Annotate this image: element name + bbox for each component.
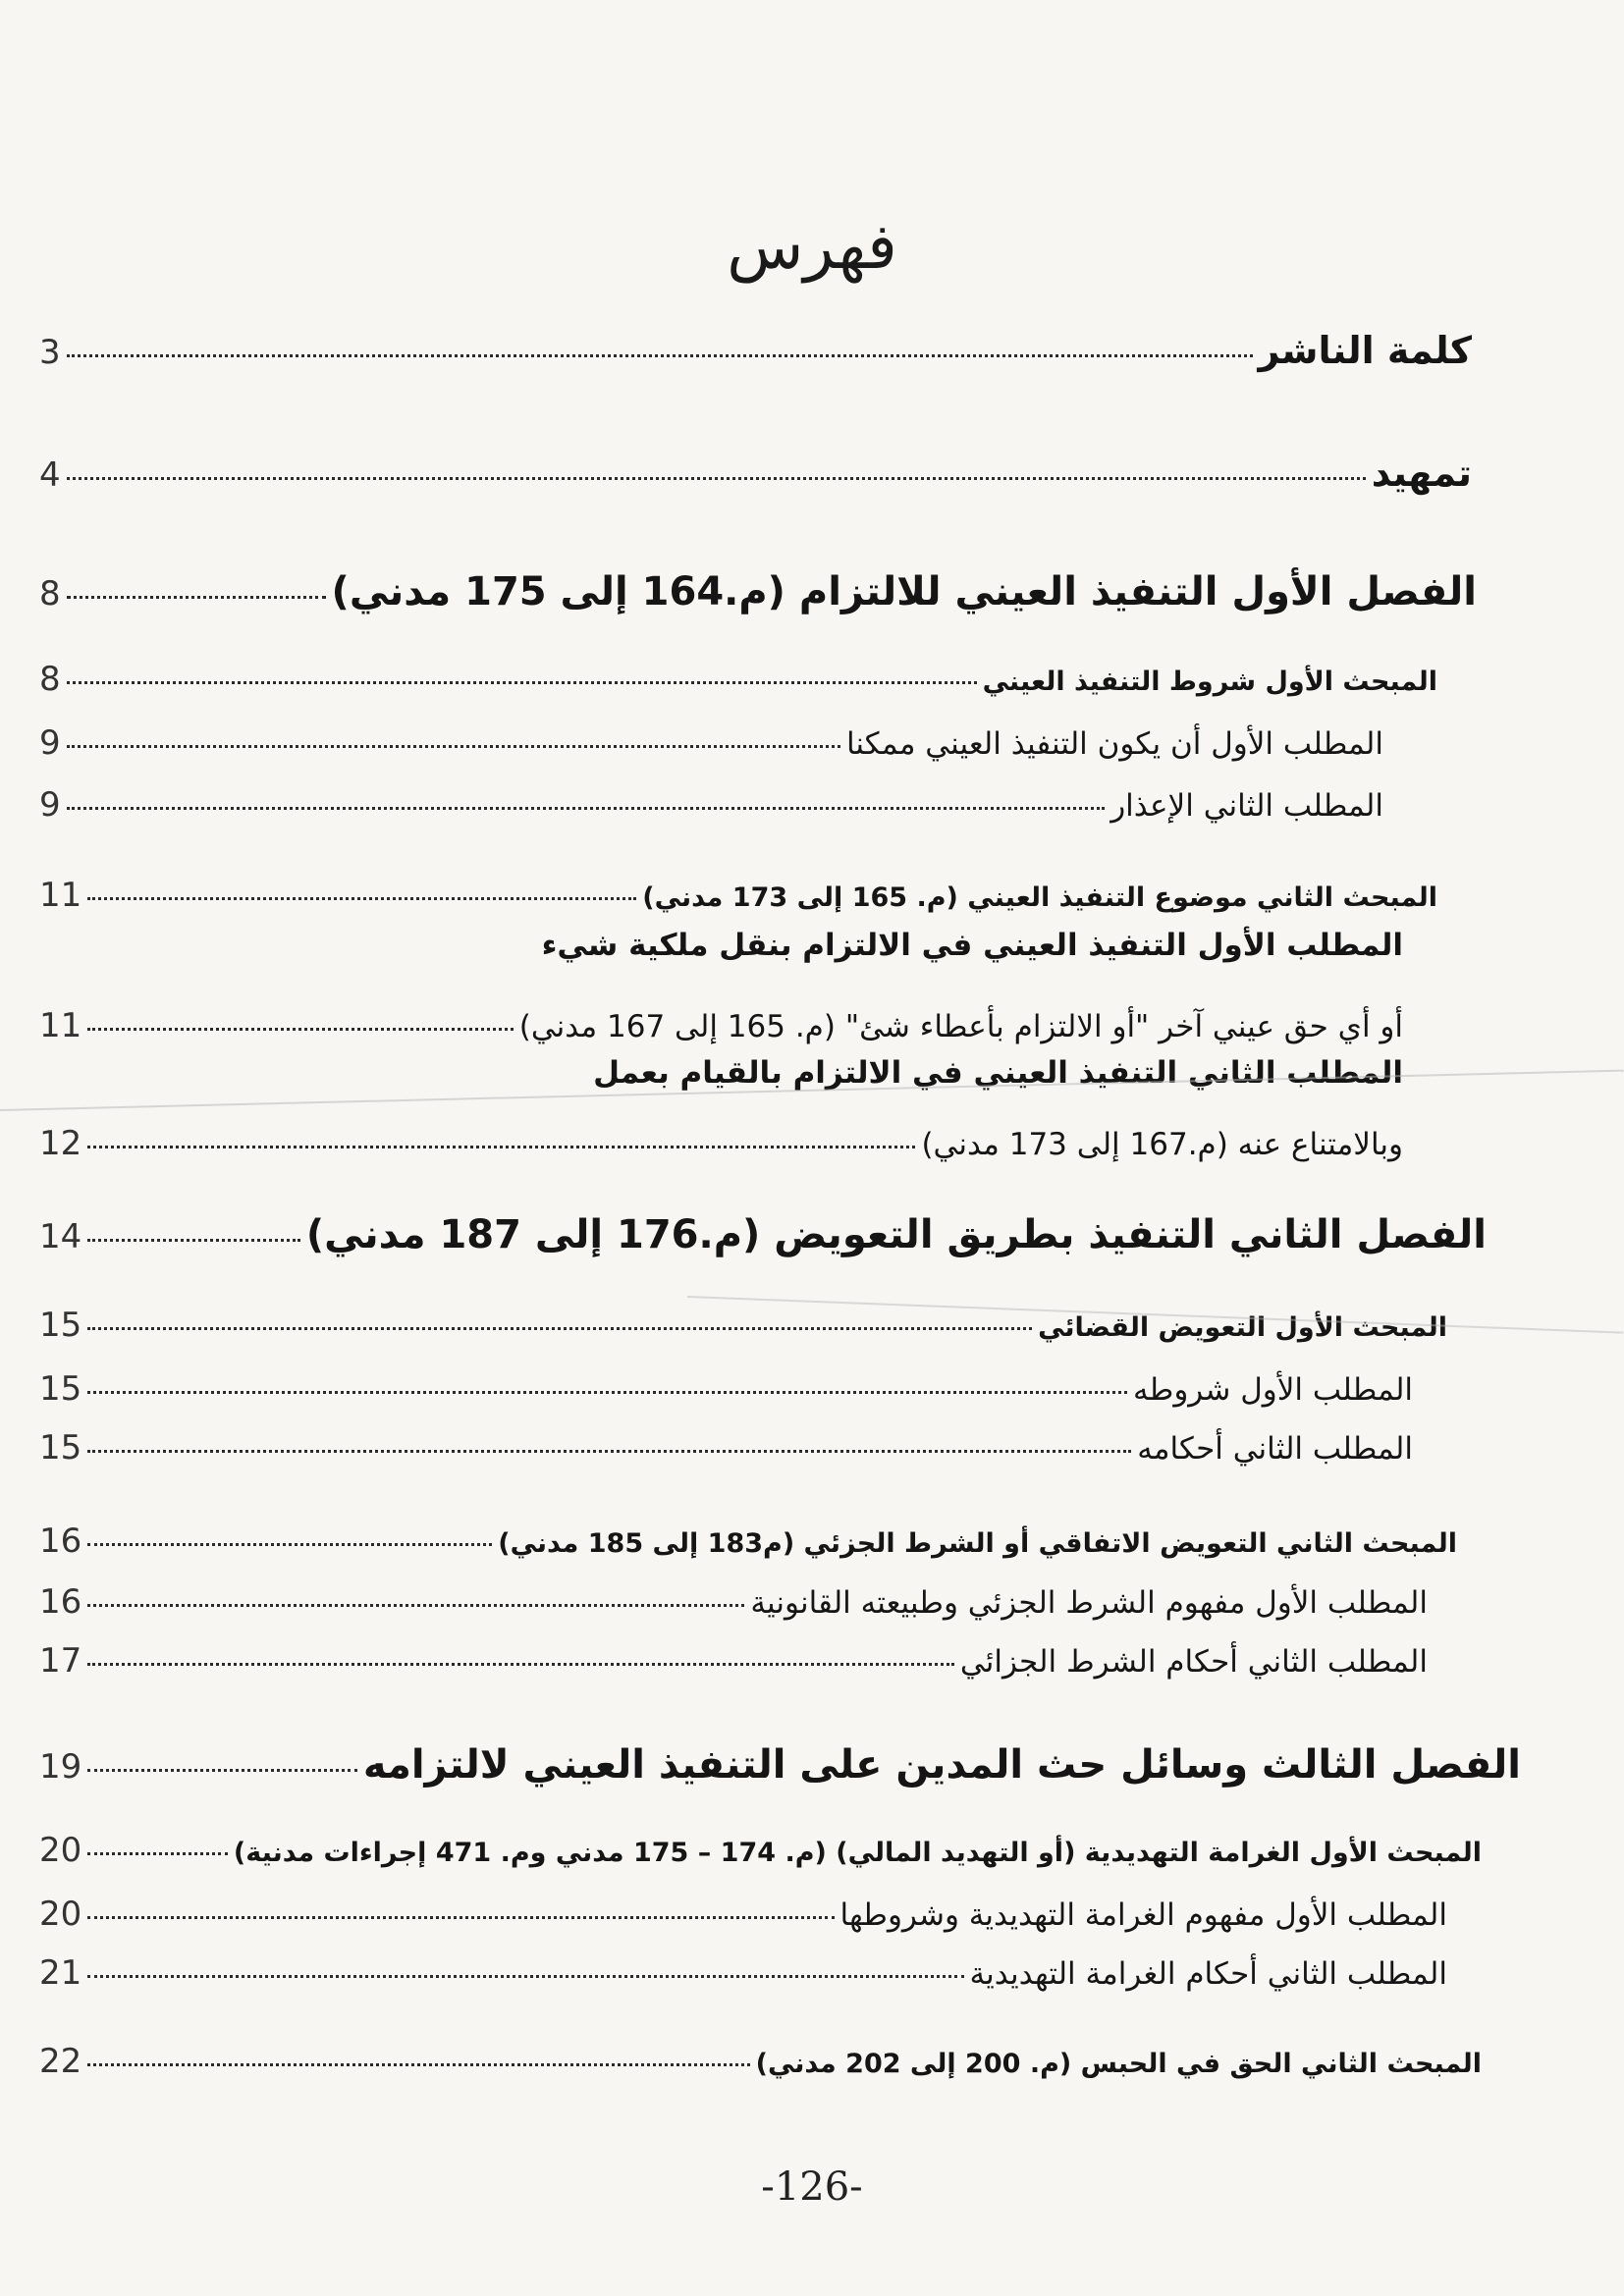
toc-subsection[interactable] bbox=[39, 1124, 1403, 1163]
toc-section[interactable] bbox=[39, 1831, 1482, 1870]
toc-entry-page: 19 bbox=[39, 1747, 82, 1787]
toc-subsection-label[interactable]: المطلب الثاني التنفيذ العيني في الالتزام بالقيام بعمل bbox=[593, 1055, 1403, 1091]
toc-subsection-label: المطلب الثاني أحكام الغرامة التهديدية bbox=[969, 1956, 1447, 1992]
toc-chapter-label: الفصل الثاني التنفيذ بطريق التعويض (م.176 إلى 187 مدني) bbox=[305, 1212, 1487, 1257]
page-number: -126- bbox=[761, 2164, 863, 2210]
dot-leader bbox=[67, 477, 1366, 480]
toc-chapter[interactable] bbox=[39, 1212, 1487, 1257]
dot-leader bbox=[87, 2063, 749, 2066]
toc-subsection-label: المطلب الأول شروطه bbox=[1133, 1372, 1413, 1408]
dot-leader bbox=[87, 1604, 744, 1607]
dot-leader bbox=[87, 1146, 915, 1148]
toc-section-label: المبحث الثاني الحق في الحبس (م. 200 إلى 202 مدني) bbox=[755, 2049, 1482, 2079]
toc-entry-page: 14 bbox=[39, 1217, 82, 1256]
toc-entry-page: 8 bbox=[39, 574, 61, 614]
toc-subsection[interactable] bbox=[39, 1582, 1428, 1622]
dot-leader bbox=[87, 1391, 1127, 1394]
toc-subsection[interactable] bbox=[39, 723, 1383, 763]
toc-section-label: المبحث الأول شروط التنفيذ العيني bbox=[982, 667, 1437, 697]
toc-entry[interactable] bbox=[39, 452, 1472, 495]
dot-leader bbox=[67, 596, 326, 599]
dot-leader bbox=[87, 1975, 963, 1978]
toc-chapter[interactable] bbox=[39, 569, 1477, 614]
dot-leader bbox=[87, 1028, 513, 1031]
toc-entry-label: تمهيد bbox=[1371, 452, 1472, 495]
toc-subsection-label: المطلب الثاني أحكام الشرط الجزائي bbox=[959, 1644, 1428, 1680]
toc-entry-page: 8 bbox=[39, 660, 61, 699]
dot-leader bbox=[87, 1543, 492, 1546]
toc-section[interactable] bbox=[39, 2042, 1482, 2081]
toc-section[interactable] bbox=[39, 876, 1437, 915]
toc-entry-page: 15 bbox=[39, 1369, 82, 1409]
toc-chapter-label: الفصل الثالث وسائل حث المدين على التنفيذ العيني لالتزامه bbox=[362, 1742, 1521, 1788]
dot-leader bbox=[87, 1916, 834, 1919]
toc-subsection[interactable] bbox=[39, 1895, 1447, 1934]
dot-leader bbox=[87, 1239, 300, 1242]
toc-entry-page: 17 bbox=[39, 1641, 82, 1681]
toc-entry-page: 16 bbox=[39, 1582, 82, 1622]
dot-leader bbox=[87, 1450, 1131, 1453]
toc-entry-page: 4 bbox=[39, 455, 61, 495]
toc-entry-page: 15 bbox=[39, 1428, 82, 1468]
toc-subsection-label: المطلب الأول مفهوم الشرط الجزئي وطبيعته القانونية bbox=[750, 1585, 1428, 1621]
toc-section-label: المبحث الثاني التعويض الاتفاقي أو الشرط الجزئي (م183 إلى 185 مدني) bbox=[498, 1528, 1457, 1559]
toc-entry-page: 11 bbox=[39, 876, 82, 915]
toc-entry-page: 9 bbox=[39, 723, 61, 763]
dot-leader bbox=[67, 354, 1253, 357]
dot-leader bbox=[67, 745, 840, 748]
toc-entry-page: 3 bbox=[39, 333, 61, 372]
toc-subsection[interactable] bbox=[39, 785, 1383, 825]
toc-section[interactable] bbox=[39, 1306, 1447, 1345]
toc-subsection-label: المطلب الثاني أحكامه bbox=[1137, 1431, 1413, 1467]
toc-subsection-label: وبالامتناع عنه (م.167 إلى 173 مدني) bbox=[921, 1127, 1403, 1162]
toc-entry-page: 12 bbox=[39, 1124, 82, 1163]
toc-entry-page: 15 bbox=[39, 1306, 82, 1345]
toc-subsection-label: المطلب الأول أن يكون التنفيذ العيني ممكنا bbox=[845, 726, 1383, 762]
toc-subsection-label: المطلب الثاني الإعذار bbox=[1110, 788, 1383, 824]
toc-section[interactable] bbox=[39, 1522, 1457, 1561]
toc-entry-page: 9 bbox=[39, 785, 61, 825]
toc-section-label: المبحث الأول الغرامة التهديدية (أو التهديد المالي) (م. 174 – 175 مدني وم. 471 إجراءات مدنية) bbox=[233, 1838, 1482, 1868]
dot-leader bbox=[87, 1852, 228, 1855]
toc-section-label: المبحث الأول التعويض القضائي bbox=[1038, 1312, 1447, 1343]
toc-subsection[interactable] bbox=[39, 1641, 1428, 1681]
dot-leader bbox=[87, 1327, 1032, 1330]
dot-leader bbox=[87, 1769, 357, 1772]
toc-entry-page: 16 bbox=[39, 1522, 82, 1561]
toc-entry-page: 20 bbox=[39, 1895, 82, 1934]
toc-entry-page: 22 bbox=[39, 2042, 82, 2081]
dot-leader bbox=[87, 1663, 954, 1666]
toc-subsection-label: أو أي حق عيني آخر "أو الالتزام بأعطاء شئ" (م. 165 إلى 167 مدني) bbox=[518, 1009, 1403, 1044]
toc-entry-page: 11 bbox=[39, 1006, 82, 1045]
dot-leader bbox=[67, 681, 977, 684]
dot-leader bbox=[87, 897, 636, 900]
dot-leader bbox=[67, 807, 1106, 810]
toc-chapter-label: الفصل الأول التنفيذ العيني للالتزام (م.164 إلى 175 مدني) bbox=[331, 569, 1477, 614]
toc-entry-page: 20 bbox=[39, 1831, 82, 1870]
toc-section-label: المبحث الثاني موضوع التنفيذ العيني (م. 165 إلى 173 مدني) bbox=[642, 882, 1437, 913]
toc-section[interactable] bbox=[39, 660, 1437, 699]
toc-subsection-label: المطلب الأول مفهوم الغرامة التهديدية وشروطها bbox=[839, 1897, 1447, 1933]
toc-subsection[interactable] bbox=[39, 1369, 1413, 1409]
toc-subsection[interactable] bbox=[39, 1006, 1403, 1045]
toc-subsection-label[interactable]: المطلب الأول التنفيذ العيني في الالتزام بنقل ملكية شيء bbox=[541, 928, 1403, 963]
toc-entry-label: كلمة الناشر bbox=[1258, 329, 1472, 372]
toc-chapter[interactable] bbox=[39, 1742, 1521, 1788]
toc-entry[interactable] bbox=[39, 329, 1472, 372]
page-title: فهرس bbox=[727, 211, 897, 284]
toc-entry-page: 21 bbox=[39, 1953, 82, 1993]
toc-subsection[interactable] bbox=[39, 1428, 1413, 1468]
toc-subsection[interactable] bbox=[39, 1953, 1447, 1993]
